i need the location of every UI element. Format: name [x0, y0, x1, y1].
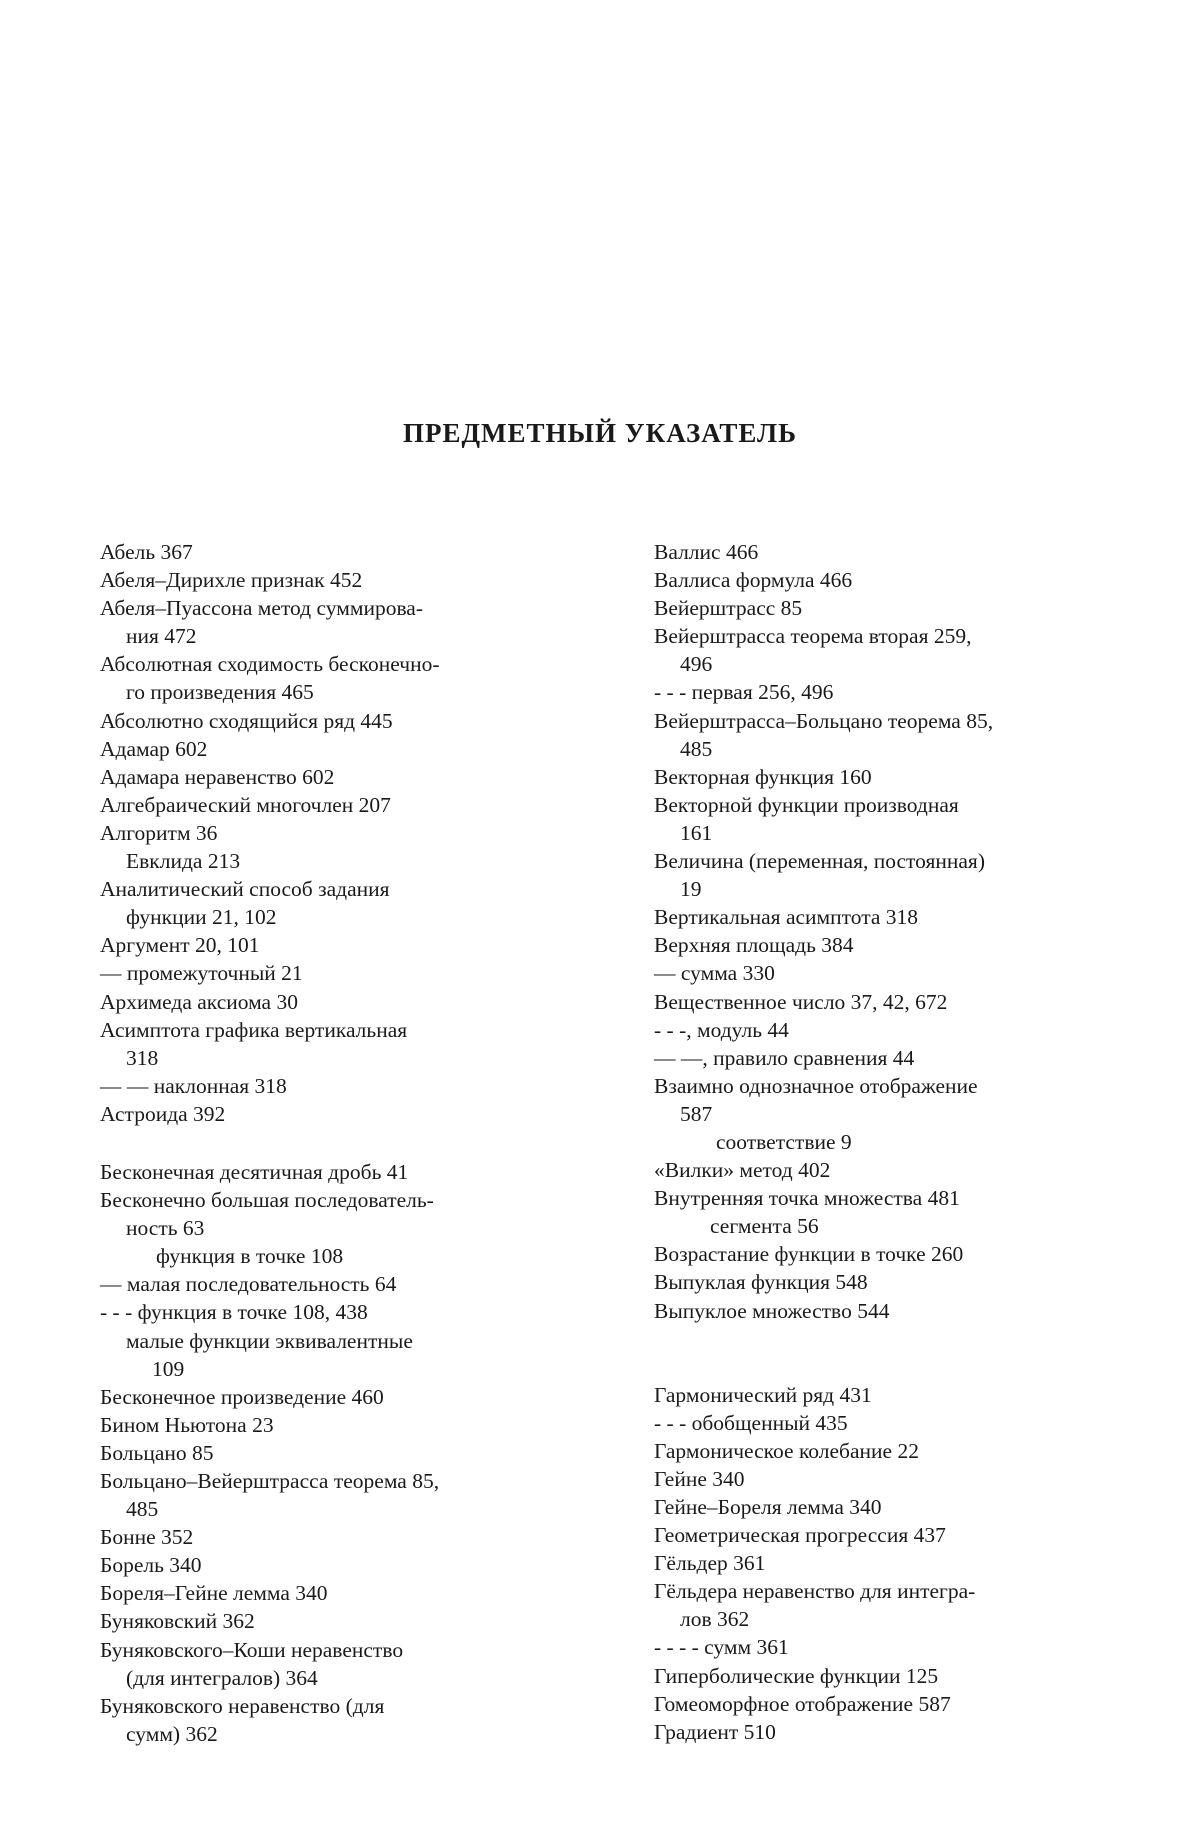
index-entry-term: соответствие 9	[716, 1129, 852, 1154]
index-entry	[100, 1327, 544, 1383]
index-entry	[654, 1072, 1100, 1128]
index-entry-term: Бесконечно большая последователь-	[100, 1188, 434, 1213]
index-entry	[100, 1298, 544, 1326]
index-entry-term: Вещественное число 37, 42, 672	[654, 989, 948, 1014]
index-entry-term: Адамар 602	[100, 736, 208, 761]
index-entry-term: Возрастание функции в точке 260	[654, 1242, 964, 1267]
index-column-right	[654, 538, 1100, 1746]
index-entry-term: Валлис 466	[654, 540, 759, 564]
index-entry	[654, 594, 1100, 622]
index-entry	[100, 594, 544, 650]
index-entry-term: Выпуклое множество 544	[654, 1298, 890, 1323]
index-entry-continuation: 161	[680, 820, 713, 845]
index-entry	[654, 791, 1100, 847]
index-entry	[654, 959, 1100, 987]
index-entry	[100, 1607, 544, 1635]
index-entry	[100, 1016, 544, 1072]
index-entry-term: Буняковского–Коши неравенство	[100, 1637, 404, 1662]
index-entry	[100, 1383, 544, 1411]
index-entry-term: Геометрическая прогрессия 437	[654, 1523, 946, 1548]
index-entry	[100, 1636, 544, 1692]
index-entry-term: «Вилки» метод 402	[654, 1158, 831, 1183]
index-entry	[100, 1411, 544, 1439]
index-entry-term: Адамара неравенство 602	[100, 764, 335, 789]
index-entry-term: Бореля–Гейне лемма 340	[100, 1581, 328, 1606]
index-entry-continuation: ность 63	[126, 1216, 205, 1241]
index-entry	[100, 1158, 544, 1186]
index-entry-term: Градиент 510	[654, 1719, 776, 1744]
index-entry-term: - - -, модуль 44	[654, 1017, 789, 1042]
index-entry-term: Больцано–Вейерштрасса теорема 85,	[100, 1469, 440, 1493]
index-entry	[654, 1240, 1100, 1268]
index-entry	[100, 791, 544, 819]
index-entry-term: Буняковского неравенство (для	[100, 1693, 385, 1718]
index-entry	[100, 931, 544, 959]
index-entry	[100, 988, 544, 1016]
index-entry-term: Абеля–Пуассона метод суммирова-	[100, 596, 424, 621]
index-entry-term: Абеля–Дирихле признак 452	[100, 568, 363, 593]
index-entry	[654, 1662, 1100, 1690]
index-entry-term: — сумма 330	[654, 961, 775, 986]
index-entry	[100, 1579, 544, 1607]
index-entry	[654, 1633, 1100, 1661]
index-entry	[654, 707, 1100, 763]
index-entry-term: — —, правило сравнения 44	[654, 1045, 915, 1070]
index-entry-term: Выпуклая функция 548	[654, 1270, 868, 1295]
index-entry	[654, 1268, 1100, 1296]
index-entry	[100, 1242, 544, 1270]
index-entry	[654, 538, 1100, 566]
index-entry	[100, 1100, 544, 1128]
index-entry-term: — — наклонная 318	[100, 1073, 287, 1098]
index-entry-term: Гармонический ряд 431	[654, 1382, 872, 1407]
index-entry	[100, 735, 544, 763]
index-entry-term: Аргумент 20, 101	[100, 933, 260, 958]
index-entry-term: Гармоническое колебание 22	[654, 1438, 919, 1463]
index-entry-term: — малая последовательность 64	[100, 1272, 397, 1297]
index-entry	[100, 959, 544, 987]
index-entry	[100, 1523, 544, 1551]
index-entry-term: Гомеоморфное отображение 587	[654, 1691, 951, 1716]
index-entry	[100, 819, 544, 847]
index-entry-term: Асимптота графика вертикальная	[100, 1017, 408, 1042]
index-entry-term: Астроида 392	[100, 1101, 226, 1126]
index-entry	[654, 1016, 1100, 1044]
index-entry	[654, 1128, 1100, 1156]
index-entry	[100, 763, 544, 791]
index-entry-term: Бонне 352	[100, 1525, 194, 1550]
index-entry-continuation: функции 21, 102	[126, 905, 277, 930]
index-entry	[654, 622, 1100, 678]
index-entry	[654, 1690, 1100, 1718]
index-entry-continuation: ния 472	[126, 624, 197, 649]
index-entry-continuation: (для интегралов) 364	[126, 1665, 318, 1690]
index-entry	[654, 988, 1100, 1016]
index-entry	[100, 1551, 544, 1579]
index-entry	[654, 1212, 1100, 1240]
index-entry-term: Буняковский 362	[100, 1609, 255, 1634]
index-entry-term: Величина (переменная, постоянная)	[654, 849, 985, 874]
index-entry	[654, 678, 1100, 706]
section-gap	[100, 1128, 544, 1158]
index-entry-term: Абель 367	[100, 540, 193, 564]
index-entry	[100, 707, 544, 735]
index-entry	[654, 1184, 1100, 1212]
index-entry	[100, 566, 544, 594]
index-entry-term: Валлиса формула 466	[654, 568, 853, 593]
index-entry-term: - - - первая 256, 496	[654, 680, 834, 705]
index-entry-continuation: 496	[680, 652, 713, 677]
index-entry	[654, 1381, 1100, 1409]
index-entry-term: Гёльдер 361	[654, 1551, 766, 1576]
index-entry-term: Вертикальная асимптота 318	[654, 905, 919, 930]
index-entry	[654, 763, 1100, 791]
index-entry	[654, 1044, 1100, 1072]
index-entry-term: Верхняя площадь 384	[654, 933, 854, 958]
index-entry-continuation: 485	[680, 736, 713, 761]
index-entry	[100, 1270, 544, 1298]
index-entry	[654, 847, 1100, 903]
index-entry-continuation: сумм) 362	[126, 1721, 218, 1746]
index-entry	[100, 875, 544, 931]
index-entry-term: Гиперболические функции 125	[654, 1663, 939, 1688]
index-entry	[654, 1437, 1100, 1465]
index-entry-term: Взаимно однозначное отображение	[654, 1073, 978, 1098]
index-entry-term: Бесконечная десятичная дробь 41	[100, 1159, 409, 1184]
index-entry	[654, 931, 1100, 959]
index-entry	[654, 903, 1100, 931]
index-entry-continuation: 587	[680, 1101, 713, 1126]
index-entry	[654, 1718, 1100, 1746]
index-entry-continuation: 109	[152, 1356, 185, 1381]
index-entry-term: Векторной функции производная	[654, 792, 959, 817]
index-entry-term: Абсолютная сходимость бесконечно-	[100, 652, 440, 677]
index-entry-term: - - - - сумм 361	[654, 1635, 789, 1660]
index-entry	[100, 1439, 544, 1467]
index-entry-term: Векторная функция 160	[654, 764, 872, 789]
index-entry-term: Вейерштрасса–Больцано теорема 85,	[654, 708, 994, 733]
index-entry-term: Гёльдера неравенство для интегра-	[654, 1579, 976, 1604]
index-entry-term: — промежуточный 21	[100, 961, 303, 986]
index-entry	[100, 847, 544, 875]
index-entry-term: Алгебраический многочлен 207	[100, 792, 391, 817]
index-entry	[100, 1467, 544, 1523]
index-entry	[654, 1465, 1100, 1493]
index-entry-continuation: 485	[126, 1497, 159, 1522]
index-entry	[654, 1577, 1100, 1633]
index-entry-term: Гейне–Бореля лемма 340	[654, 1495, 882, 1519]
index-entry	[654, 1297, 1100, 1325]
index-entry-continuation: 318	[126, 1045, 159, 1070]
index-entry-term: Вейерштрасс 85	[654, 596, 803, 621]
index-entry-continuation: лов 362	[680, 1607, 750, 1632]
index-entry-term: Бином Ньютона 23	[100, 1412, 274, 1437]
section-gap	[654, 1325, 1100, 1381]
page-title: ПРЕДМЕТНЫЙ УКАЗАТЕЛЬ	[402, 418, 798, 448]
index-column-left	[100, 538, 544, 1748]
index-entry-term: функция в точке 108	[156, 1244, 344, 1269]
index-entry-term: Аналитический способ задания	[100, 877, 390, 902]
index-entry-term: сегмента 56	[710, 1214, 819, 1239]
index-entry-term: Вейерштрасса теорема вторая 259,	[654, 624, 972, 649]
index-entry	[100, 1072, 544, 1100]
index-entry	[100, 538, 544, 566]
index-entry	[654, 1521, 1100, 1549]
index-entry-term: Гейне 340	[654, 1466, 745, 1491]
index-entry-term: Алгоритм 36	[100, 820, 218, 845]
index-entry-term: - - - обобщенный 435	[654, 1410, 848, 1435]
index-entry-continuation: 19	[680, 877, 702, 902]
index-entry	[654, 1409, 1100, 1437]
index-entry-term: Бесконечное произведение 460	[100, 1384, 384, 1409]
index-entry-term: Абсолютно сходящийся ряд 445	[100, 708, 393, 733]
index-entry-term: малые функции эквивалентные	[126, 1328, 413, 1353]
index-entry-term: - - - функция в точке 108, 438	[100, 1300, 368, 1325]
index-entry	[100, 650, 544, 706]
index-entry-term: Внутренняя точка множества 481	[654, 1186, 960, 1211]
index-entry-term: Больцано 85	[100, 1440, 214, 1465]
index-entry-term: Борель 340	[100, 1553, 202, 1578]
index-entry	[100, 1186, 544, 1242]
index-entry	[654, 1156, 1100, 1184]
index-entry	[654, 1493, 1100, 1521]
index-entry	[100, 1692, 544, 1748]
index-entry-term: Евклида 213	[126, 849, 241, 874]
index-entry	[654, 566, 1100, 594]
index-entry-continuation: го произведения 465	[126, 680, 314, 705]
index-entry-term: Архимеда аксиома 30	[100, 989, 298, 1014]
index-entry	[654, 1549, 1100, 1577]
